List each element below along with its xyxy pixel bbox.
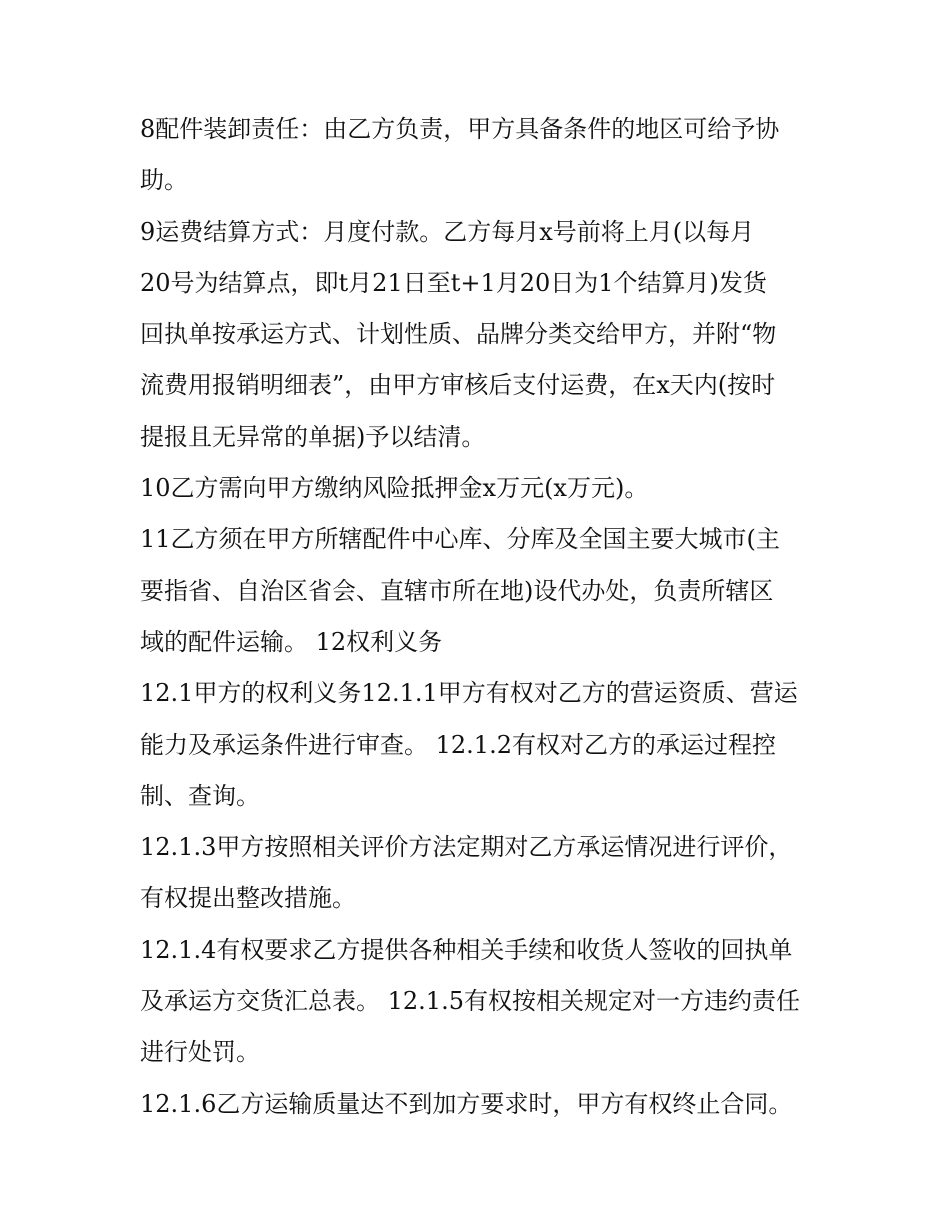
- paragraph-freight-settlement: 9运费结算方式：月度付款。乙方每月x号前将上月(以每月 20号为结算点，即t月21日至t+1月20日为1个结算月)发货 回执单按承运方式、计划性质、品牌分类交给甲方，并附“物 流费用报销明细表”，由甲方审核后支付运费，在x天内(按时 提报且无异常的单据)予以结清。: [140, 217, 777, 451]
- paragraph-termination: 12.1.6乙方运输质量达不到加方要求时，甲方有权终止合同。: [140, 1089, 793, 1118]
- document-body: [140, 104, 810, 1130]
- paragraph-evaluation: 12.1.3甲方按照相关评价方法定期对乙方承运情况进行评价， 有权提出整改措施。: [140, 833, 793, 913]
- paragraph-risk-deposit: 10乙方需向甲方缴纳风险抵押金x万元(x万元)。: [140, 474, 649, 503]
- paragraph-agency-offices: 11乙方须在甲方所辖配件中心库、分库及全国主要大城市(主 要指省、自治区省会、直辖市所在地)设代办处，负责所辖区 域的配件运输。 12权利义务: [140, 525, 780, 656]
- paragraph-receipts-penalties: 12.1.4有权要求乙方提供各种相关手续和收货人签收的回执单 及承运方交货汇总表。 12.1.5有权按相关规定对一方违约责任 进行处罚。: [140, 935, 800, 1067]
- paragraph-loading-responsibility: 8配件装卸责任：由乙方负责，甲方具备条件的地区可给予协 助。: [140, 115, 780, 195]
- paragraph-party-a-rights: 12.1甲方的权利义务12.1.1甲方有权对乙方的营运资质、营运 能力及承运条件进行审查。 12.1.2有权对乙方的承运过程控 制、查询。: [140, 679, 798, 810]
